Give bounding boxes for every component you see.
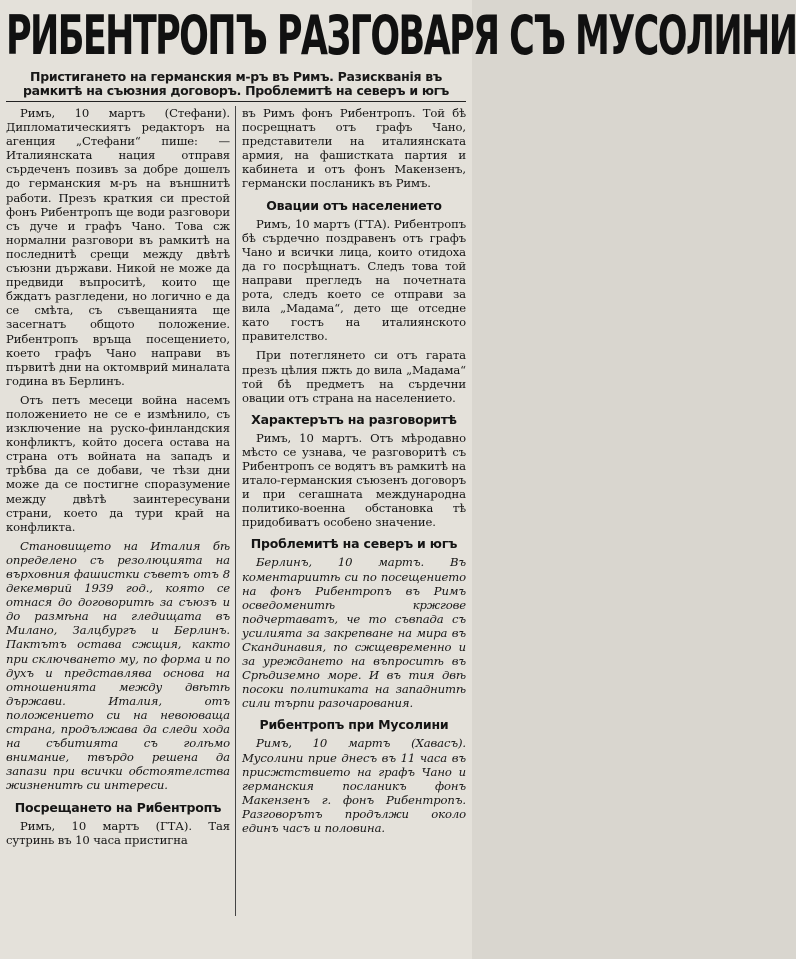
article-columns (6, 106, 466, 916)
headline: РИБЕНТРОПЪ РАЗГОВАРЯ СЪ МУСОЛИНИ (6, 6, 796, 68)
paragraph-ovations-1: Римъ, 10 мартъ (ГТА). Рибентропъ бѣ сърдечно поздравенъ отъ графъ Чано и всички лица, които отидоха да го посрѣщнатъ. Следъ това той направи прегледъ на почетната рота, следъ което се отправи за вила „Мадама“, дето ще отседне като гостъ на италиянското правителство. (242, 216, 466, 344)
right-column (242, 106, 466, 916)
paragraph-problems: Берлинъ, 10 мартъ. Въ коментариитѣ си по посещението на фонъ Рибентропъ въ Римъ осведоменитѣ кржгове подчертаватъ, че то съвпада съ усилията за закрепване на мира въ Скандинавия, по сжщевременно и за уреждането на въпроситѣ въ Срѣдиземно море. И въ тия двѣ посоки политиката на западнитѣ сили търпи разочарования. (242, 555, 466, 711)
paragraph-arrival-start: Римъ, 10 мартъ (ГТА). Тая сутринь въ 10 часа пристигна (6, 818, 230, 847)
section-heading-ovations: Овации отъ населението (266, 197, 442, 213)
paragraph-stefani: Римъ, 10 мартъ (Стефани). Дипломатическиятъ редакторъ на агенция „Стефани“ пише: — Италиянската нация отправя сърдеченъ позивъ за добре дошелъ до германския м-ръ на външнитѣ работи. Презъ краткия си престой фонъ Рибентропъ ще води разговори съ дуче и графъ Чано. Това сж нормални разговори въ рамкитѣ на последнитѣ срещи между двѣтѣ съюзни държави. Никой не може да предвиди въпроситѣ, които ще бждатъ разгледени, но логично е да се смѣта, съ съвещанията ще засегнатъ общото положение. Рибентропъ връща посещението, което графъ Чано направи въ първитѣ дни на октомврий миналата година въ Берлинъ. (6, 106, 230, 388)
section-heading-problems: Проблемитѣ на северъ и югъ (250, 536, 458, 552)
paragraph-character: Римъ, 10 мартъ. Отъ мѣродавно мѣсто се узнава, че разговоритѣ съ Рибентропъ се водятъ въ рамкитѣ на итало-германския съюзенъ договоръ и при сегашната международна политико-военна обстановка тѣ придобиватъ особено значение. (242, 430, 466, 530)
paragraph-ovations-2: При потеглянето си отъ гарата презъ цѣлия пжть до вила „Мадама“ той бѣ предметъ на сърдечни овации отъ страна на населението. (242, 348, 466, 405)
section-heading-meeting: Рибентропъ при Мусолини (259, 717, 449, 733)
section-heading-character: Характерътъ на разговоритѣ (251, 411, 457, 427)
paragraph-meeting: Римъ, 10 мартъ (Хавасъ). Мусолини прие днесъ въ 11 часа въ присжтствието на графъ Чано и германския посланикъ фонъ Макензенъ г. фонъ Рибентропъ. Разговорътъ продължи около единъ часъ и половина. (242, 736, 466, 836)
paragraph-arrival-cont: въ Римъ фонъ Рибентропъ. Той бѣ посрещнатъ отъ графъ Чано, представители на италиянската армия, на фашистката партия и кабинета и отъ фонъ Макензенъ, германски посланикъ въ Римъ. (242, 106, 466, 191)
subheadline: Пристигането на германския м-ръ въ Римъ. Разискванія въ рамкитѣ на съюзния договоръ. Проблемитѣ на северъ и югъ (23, 69, 449, 98)
left-column (6, 106, 236, 916)
section-heading-arrival: Посрещането на Рибентропъ (14, 799, 222, 815)
paragraph-war-situation: Отъ петъ месеци война насемъ положението не се е измѣнило, съ изключение на руско-финландския конфликтъ, който досега остава на страна отъ войната на западъ и трѣбва да се добави, че тѣзи дни може да се постигне споразумение между двѣтѣ заинтересувани страни, което да тури край на конфликта. (6, 392, 230, 534)
paragraph-italy-position: Становището на Италия бѣ определено съ резолюцията на върховния фашистки съветъ отъ 8 декемврий 1939 год., която се отнася до договоритѣ за съюзъ и до размѣна на гледищата въ Милано, Залцбургъ и Берлинъ. Пактътъ остава сжщия, както при сключването му, по форма и по духъ и представлява основа на отношенията между двѣтѣ държави. Италия, отъ положението си на невоюваща страна, продължава да следи хода на събитията съ голѣмо внимание, твърдо решена да запази при всички обстоятелства жизненитѣ си интереси. (6, 538, 230, 793)
